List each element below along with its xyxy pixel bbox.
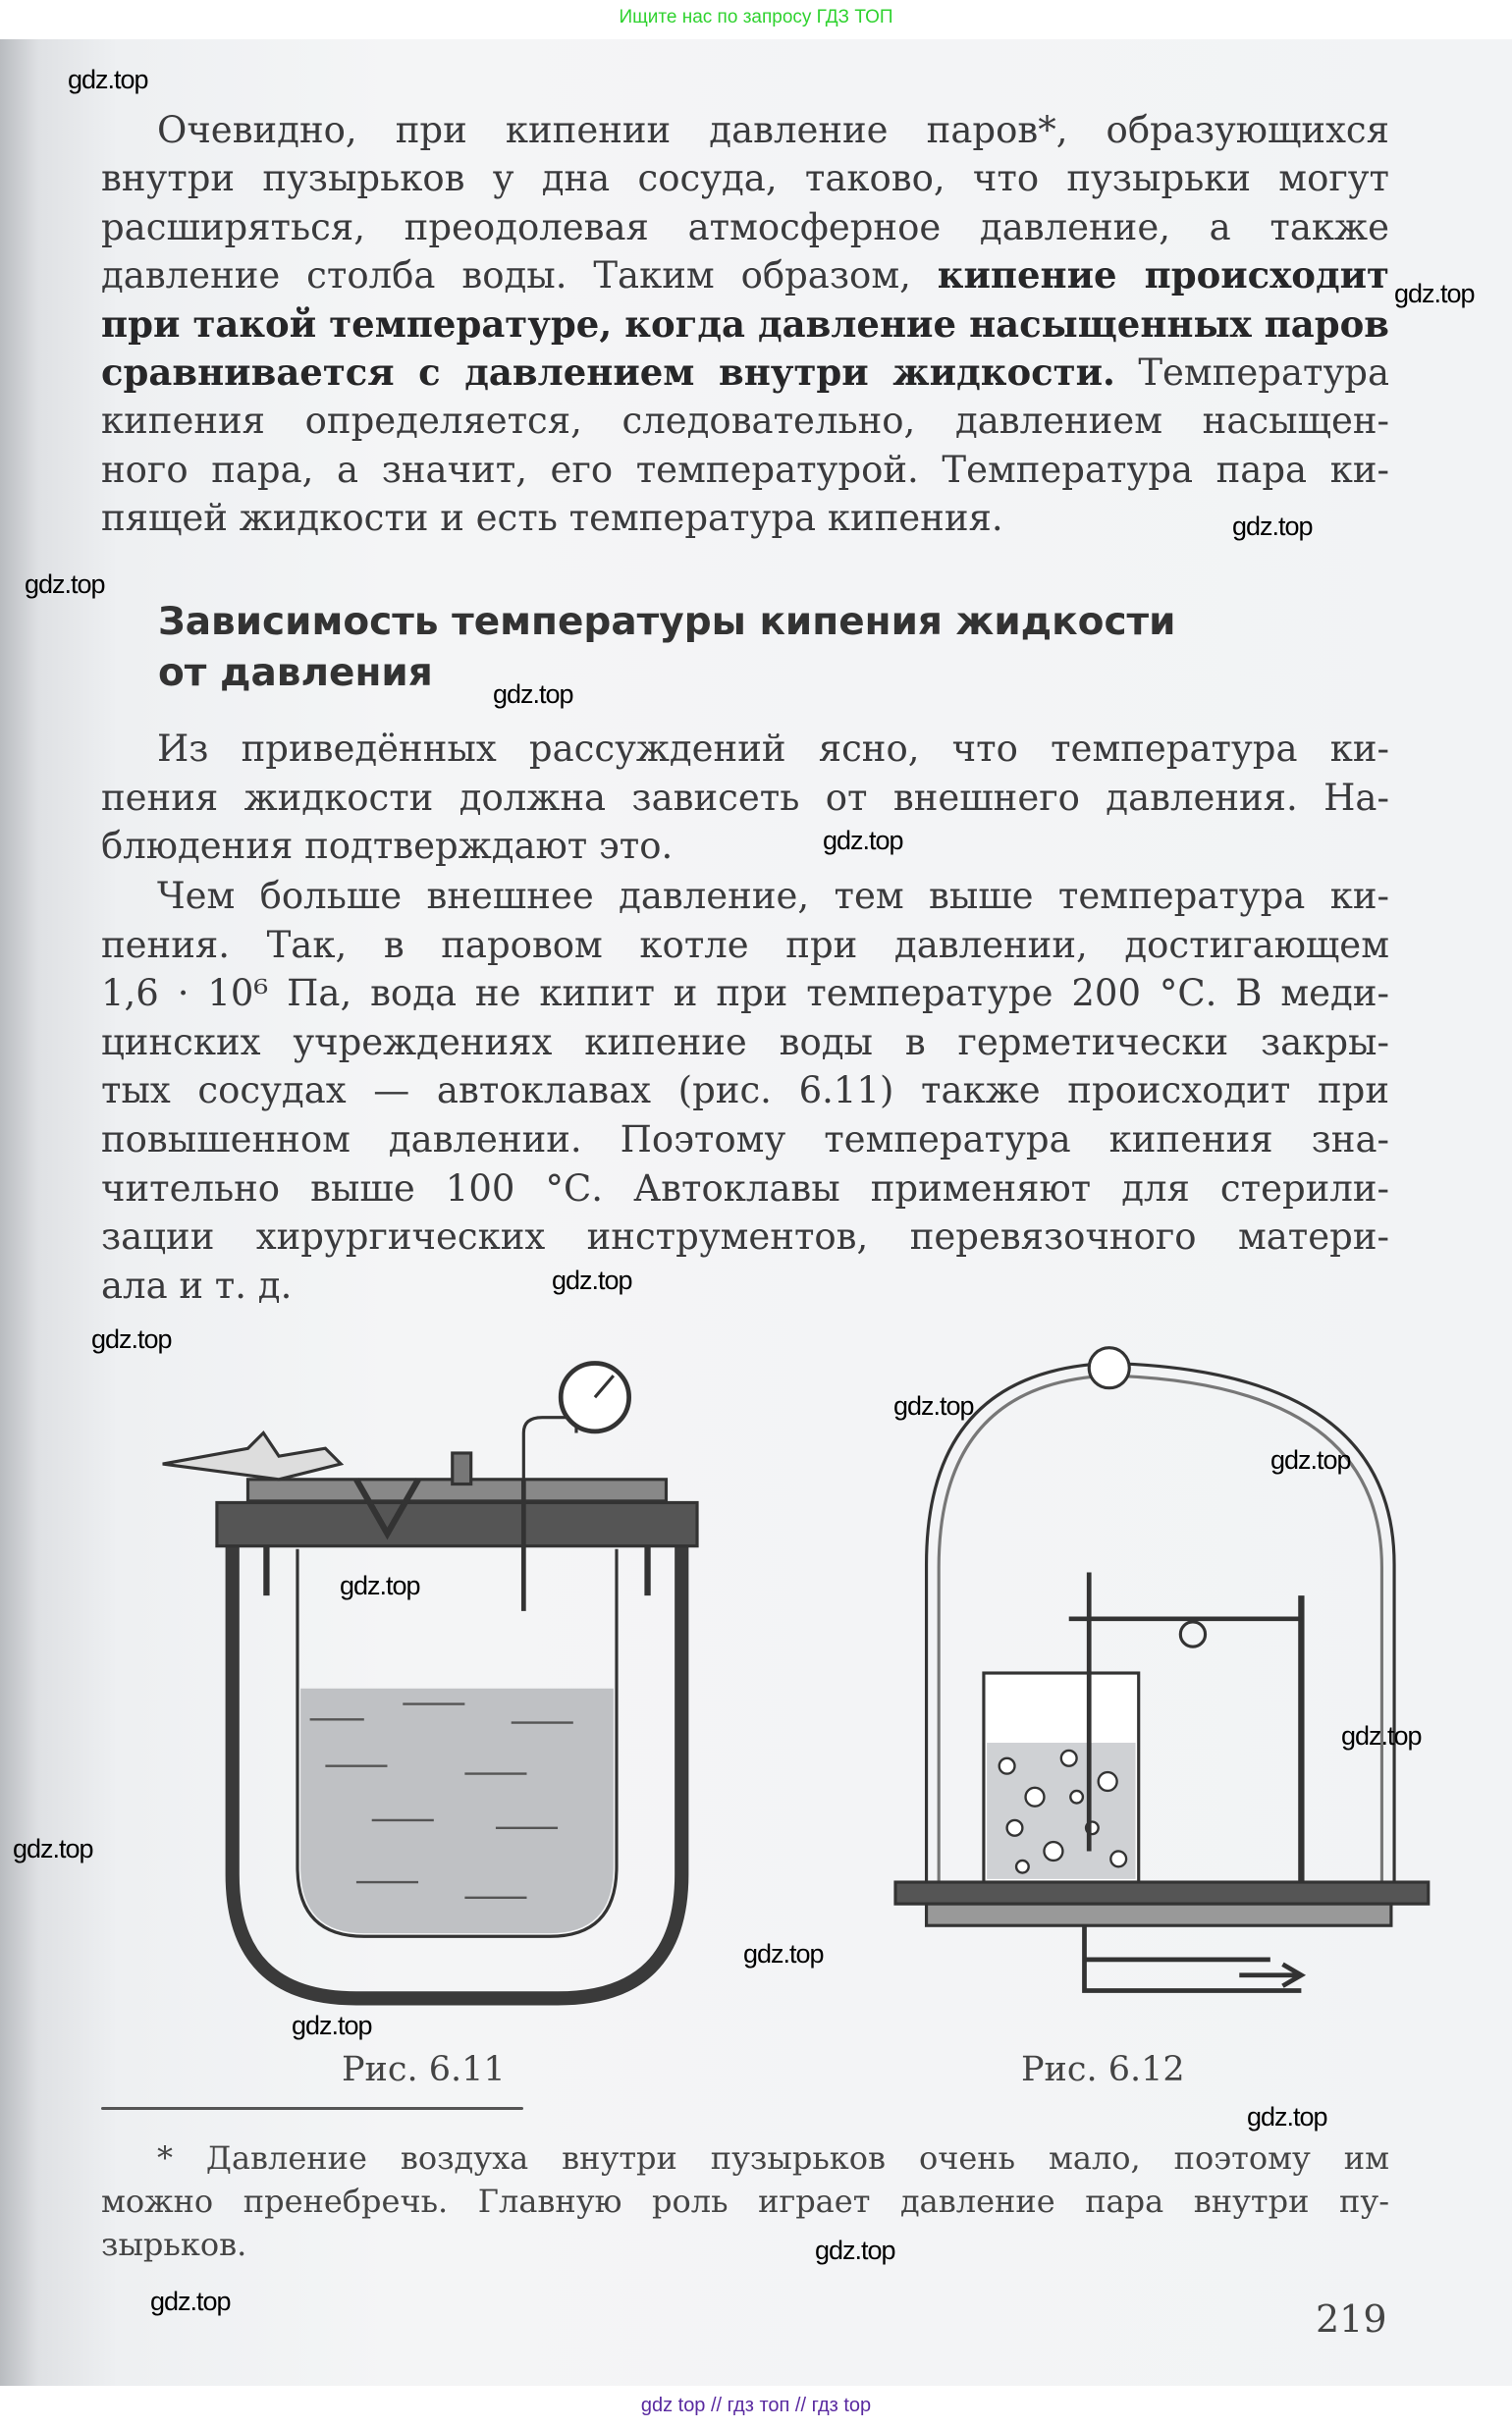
bold-text: при такой температуре, когда давление насыщенных паров (101, 301, 1389, 346)
section-heading-line-2: от давления (158, 651, 433, 695)
text-span: зации хирургических инструментов, перевязочного матери- (101, 1215, 1389, 1259)
text-span: пения жидкости должна зависеть от внешнего давления. На- (101, 776, 1389, 819)
text-span: пящей жидкости и есть температура кипения. (101, 497, 1003, 540)
autoclave-illustration (163, 1363, 697, 1998)
page-number: 219 (1316, 2297, 1387, 2341)
text-span: внутри пузырьков у дна сосуда, таково, что пузырьки могут (101, 157, 1389, 200)
footnote-line: * Давление воздуха внутри пузырьков очень мало, поэтому им (157, 2139, 1389, 2177)
watermark: gdz.top (1394, 279, 1475, 308)
text-span: кипения определяется, следовательно, давлением насыщен- (101, 400, 1389, 443)
text-span: тых сосудах — автоклавах (рис. 6.11) также происходит при (101, 1069, 1389, 1112)
figure-6-12-caption: Рис. 6.12 (1021, 2050, 1185, 2089)
watermark: gdz.top (1247, 2102, 1327, 2132)
watermark: gdz.top (25, 569, 105, 599)
text-span: ного пара, а значит, его температурой. Температура пара ки- (101, 448, 1389, 491)
footnote-line: зырьков. (101, 2226, 247, 2263)
watermark: gdz.top (1232, 512, 1313, 541)
bell-jar-illustration (895, 1348, 1429, 1991)
text-span: повышенном давлении. Поэтому температура кипения зна- (101, 1118, 1389, 1161)
text-span: Из приведённых рассуждений ясно, что температура ки- (157, 728, 1389, 770)
text-span: Температура (1114, 351, 1389, 394)
watermark: gdz.top (552, 1266, 632, 1295)
bold-text: сравнивается с давлением внутри жидкости. (101, 351, 1115, 394)
watermark: gdz.top (823, 826, 903, 855)
text-span: цинских учреждениях кипение воды в герметически закры- (101, 1020, 1389, 1063)
text-span: давление столба воды. Таким образом, (101, 254, 938, 297)
text-span: чительно выше 100 °С. Автоклавы применяют для стерили- (101, 1166, 1389, 1210)
text-span: блюдения подтверждают это. (101, 825, 674, 868)
watermark: gdz.top (743, 1939, 824, 1969)
watermark: gdz.top (340, 1571, 420, 1600)
watermark: gdz.top (1341, 1721, 1422, 1751)
watermark: gdz.top (815, 2236, 895, 2265)
text-span: ала и т. д. (101, 1264, 293, 1307)
search-banner[interactable]: Ищите нас по запросу ГДЗ ТОП (0, 0, 1512, 39)
text-span: 1,6 · 10⁶ Па, вода не кипит и при температуре 200 °С. В меди- (101, 972, 1389, 1015)
text-span: Очевидно, при кипении давление паров*, образующихся (157, 109, 1389, 151)
text-span: расширяться, преодолевая атмосферное давление, а также (101, 205, 1389, 248)
text-span: Чем больше внешнее давление, тем выше температура ки- (157, 875, 1389, 917)
watermark: gdz.top (292, 2011, 372, 2040)
watermark: gdz.top (150, 2287, 231, 2316)
watermark: gdz.top (13, 1834, 93, 1863)
footnote-line: можно пренебречь. Главную роль играет давление пара внутри пу- (101, 2183, 1389, 2220)
watermark: gdz.top (893, 1391, 974, 1421)
watermark: gdz.top (68, 65, 148, 94)
watermark: gdz.top (493, 679, 573, 709)
text-span: пения. Так, в паровом котле при давлении, достигающем (101, 923, 1389, 966)
footer-links[interactable]: gdz top // гдз топ // гдз top (0, 2386, 1512, 2429)
bold-text: кипение происходит (937, 253, 1389, 297)
watermark: gdz.top (91, 1324, 172, 1354)
figure-6-11-caption: Рис. 6.11 (342, 2050, 506, 2089)
section-heading-line-1: Зависимость температуры кипения жидкости (158, 600, 1176, 644)
footnote-divider (101, 2107, 523, 2110)
watermark: gdz.top (1270, 1445, 1351, 1475)
